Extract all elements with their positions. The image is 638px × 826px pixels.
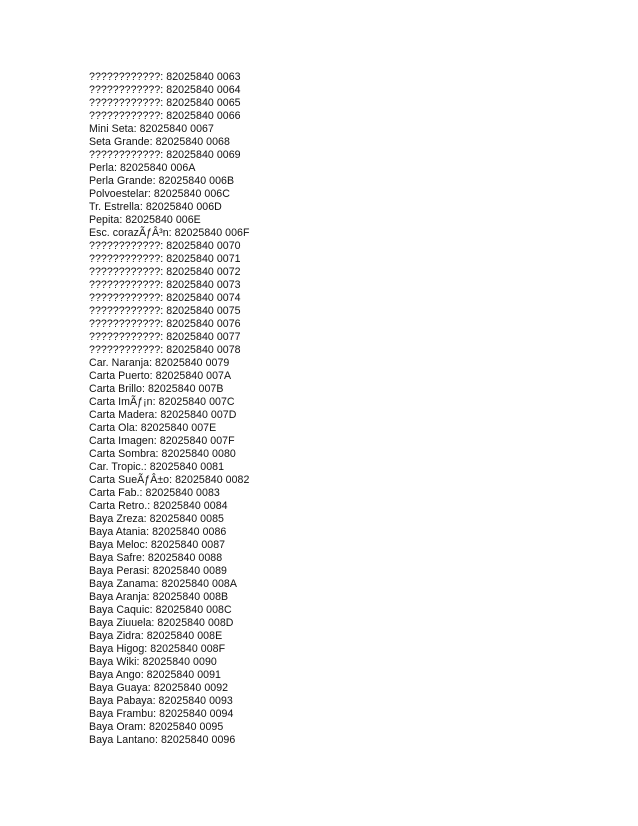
code-line: ????????????: 82025840 0078	[89, 344, 241, 356]
code-line: Carta Imagen: 82025840 007F	[89, 435, 235, 447]
code-line: Polvoestelar: 82025840 006C	[89, 188, 230, 200]
code-line: Carta Sombra: 82025840 0080	[89, 448, 236, 460]
code-line: Car. Tropic.: 82025840 0081	[89, 461, 225, 473]
code-line: Baya Ziuuela: 82025840 008D	[89, 617, 234, 629]
code-line: Carta Ola: 82025840 007E	[89, 422, 217, 434]
code-line: ????????????: 82025840 0072	[89, 266, 241, 278]
code-line: Baya Aranja: 82025840 008B	[89, 591, 229, 603]
code-line: Baya Ango: 82025840 0091	[89, 669, 221, 681]
code-line: Carta Fab.: 82025840 0083	[89, 487, 220, 499]
code-line: Perla: 82025840 006A	[89, 162, 196, 174]
code-line: Tr. Estrella: 82025840 006D	[89, 201, 222, 213]
code-line: Baya Higog: 82025840 008F	[89, 643, 226, 655]
code-line: ????????????: 82025840 0070	[89, 240, 241, 252]
code-line: Baya Frambu: 82025840 0094	[89, 708, 234, 720]
code-line: ????????????: 82025840 0076	[89, 318, 241, 330]
code-line: Baya Atania: 82025840 0086	[89, 526, 227, 538]
code-line: Baya Safre: 82025840 0088	[89, 552, 223, 564]
code-line: Carta SueÃƒÂ±o: 82025840 0082	[89, 474, 250, 486]
code-line: Baya Zreza: 82025840 0085	[89, 513, 224, 525]
code-line: Pepita: 82025840 006E	[89, 214, 201, 226]
code-line: Baya Lantano: 82025840 0096	[89, 734, 236, 746]
code-line: ????????????: 82025840 0065	[89, 97, 241, 109]
code-line: Mini Seta: 82025840 0067	[89, 123, 214, 135]
code-line: ????????????: 82025840 0075	[89, 305, 241, 317]
code-line: Baya Meloc: 82025840 0087	[89, 539, 226, 551]
code-line: ????????????: 82025840 0071	[89, 253, 241, 265]
code-line: Baya Zanama: 82025840 008A	[89, 578, 237, 590]
code-line: Baya Pabaya: 82025840 0093	[89, 695, 233, 707]
code-line: Baya Guaya: 82025840 0092	[89, 682, 229, 694]
code-line: Seta Grande: 82025840 0068	[89, 136, 230, 148]
code-line: Baya Oram: 82025840 0095	[89, 721, 224, 733]
code-line: Car. Naranja: 82025840 0079	[89, 357, 230, 369]
code-line: ????????????: 82025840 0066	[89, 110, 241, 122]
code-line: ????????????: 82025840 0074	[89, 292, 241, 304]
code-line: Carta Brillo: 82025840 007B	[89, 383, 224, 395]
code-list	[89, 71, 250, 747]
code-line: ????????????: 82025840 0077	[89, 331, 241, 343]
code-line: Baya Wiki: 82025840 0090	[89, 656, 217, 668]
code-line: Baya Zidra: 82025840 008E	[89, 630, 223, 642]
code-line: ????????????: 82025840 0069	[89, 149, 241, 161]
code-line: Esc. corazÃƒÂ³n: 82025840 006F	[89, 227, 250, 239]
code-line: Carta ImÃƒ¡n: 82025840 007C	[89, 396, 235, 408]
code-line: Baya Perasi: 82025840 0089	[89, 565, 227, 577]
code-line: ????????????: 82025840 0064	[89, 84, 241, 96]
code-line: Carta Retro.: 82025840 0084	[89, 500, 228, 512]
code-line: ????????????: 82025840 0063	[89, 71, 241, 83]
code-line: Carta Madera: 82025840 007D	[89, 409, 237, 421]
code-line: Baya Caquic: 82025840 008C	[89, 604, 232, 616]
code-line: Perla Grande: 82025840 006B	[89, 175, 235, 187]
code-line: Carta Puerto: 82025840 007A	[89, 370, 232, 382]
code-line: ????????????: 82025840 0073	[89, 279, 241, 291]
